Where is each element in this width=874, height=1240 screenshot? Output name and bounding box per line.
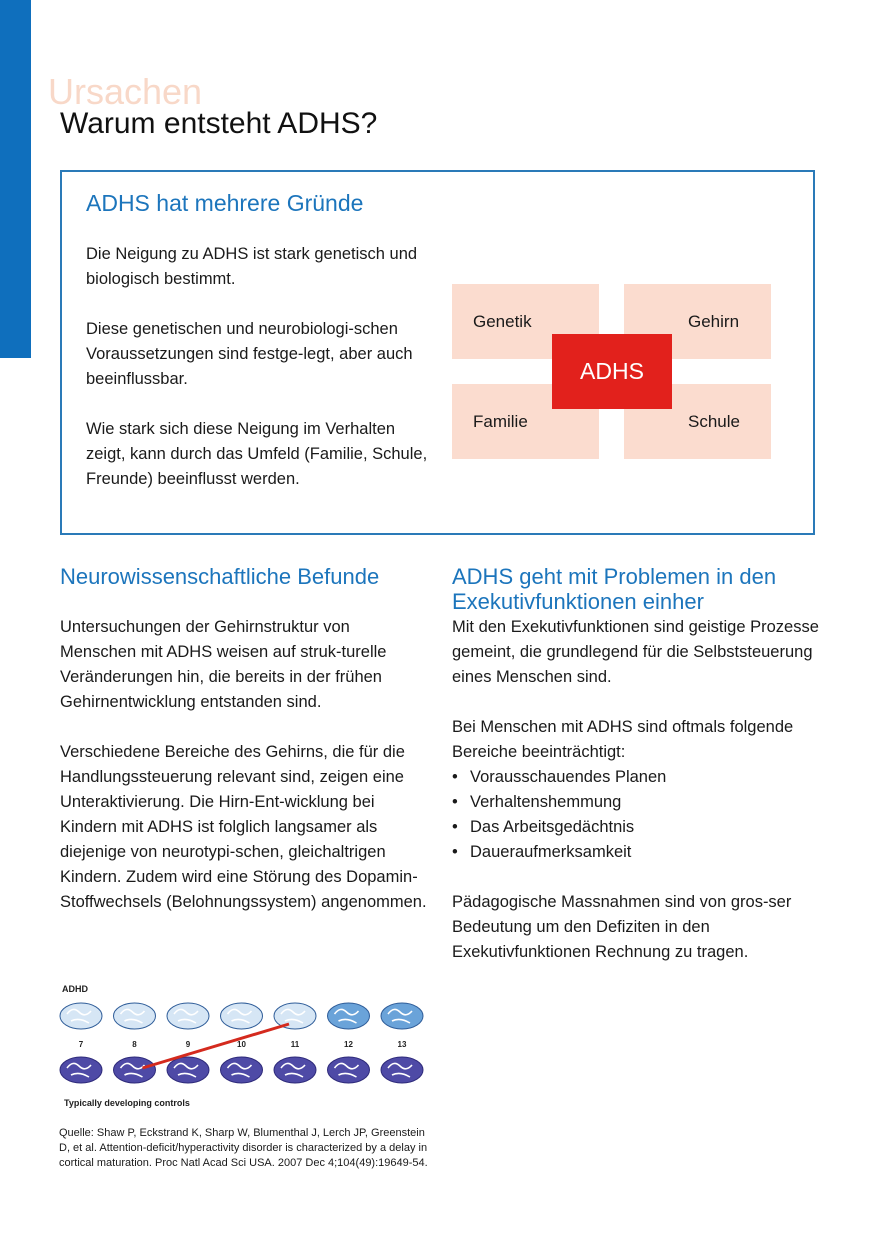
- brain-control: [381, 1057, 423, 1083]
- cause-label: Gehirn: [688, 312, 740, 331]
- brain-control: [60, 1057, 102, 1083]
- age-label: 7: [78, 1040, 84, 1049]
- age-label: 11: [290, 1040, 300, 1049]
- impairment-list: [452, 765, 824, 865]
- brain-adhd: [381, 1003, 423, 1029]
- executive-text: [452, 615, 824, 990]
- neuro-text: [60, 615, 430, 915]
- page-title: Warum entsteht ADHS?: [60, 107, 378, 140]
- cause-label: Schule: [688, 412, 740, 431]
- adhs-center-box: ADHS: [552, 334, 672, 409]
- brain-images: [58, 994, 428, 1104]
- neuro-paragraph: Verschiedene Bereiche des Gehirns, die für die Handlungssteuerung relevant sind, zeigen eine Unteraktivierung. Die Hirn-Ent-wicklung bei Kindern mit ADHS ist folglich langsamer als diejenige von neurotypi-schen, gleichaltrigen Kindern. Zudem wird eine Störung des Dopamin-Stoffwechsels (Belohnungssystem) angenommen.: [60, 743, 427, 911]
- age-label: 13: [397, 1040, 407, 1049]
- cause-label: Familie: [473, 412, 528, 431]
- brain-maturation-figure: [58, 982, 428, 1112]
- brain-adhd: [60, 1003, 102, 1029]
- neuro-paragraph: Untersuchungen der Gehirnstruktur von Menschen mit ADHS weisen auf struk-turelle Veränderungen hin, die bereits in der frühen Gehirnentwicklung entstanden sind.: [60, 618, 387, 711]
- side-accent-bar: [0, 0, 31, 358]
- brain-control: [221, 1057, 263, 1083]
- brain-adhd: [221, 1003, 263, 1029]
- intro-paragraph: Diese genetischen und neurobiologi-schen Voraussetzungen sind festge-legt, aber auch beeinflussbar.: [86, 320, 413, 388]
- intro-heading: ADHS hat mehrere Gründe: [86, 190, 364, 216]
- intro-paragraph: Wie stark sich diese Neigung im Verhalten zeigt, kann durch das Umfeld (Familie, Schule, Freunde) beeinflusst werden.: [86, 420, 428, 488]
- section-kicker: Ursachen: [48, 71, 203, 112]
- executive-paragraph: Pädagogische Massnahmen sind von gros-ser Bedeutung um den Defiziten in den Exekutivfunktionen Rechnung zu tragen.: [452, 893, 792, 961]
- brain-adhd: [328, 1003, 370, 1029]
- age-label: 10: [237, 1040, 246, 1049]
- cause-label: Genetik: [473, 312, 532, 331]
- impairment-list-item: • Vorausschauendes Planen: [452, 765, 824, 790]
- impairment-list-item: • Verhaltenshemmung: [452, 790, 824, 815]
- age-label: 8: [132, 1040, 137, 1049]
- brain-adhd: [114, 1003, 156, 1029]
- brain-control: [114, 1057, 156, 1083]
- executive-paragraph: Bei Menschen mit ADHS sind oftmals folgende Bereiche beeinträchtigt:: [452, 718, 794, 761]
- figure-label-controls: Typically developing controls: [64, 1098, 190, 1108]
- brain-control: [274, 1057, 316, 1083]
- executive-paragraph: Mit den Exekutivfunktionen sind geistige Prozesse gemeint, die grundlegend für die Selbststeuerung eines Menschen sind.: [452, 618, 819, 686]
- neuro-heading: Neurowissenschaftliche Befunde: [60, 564, 380, 589]
- source-citation: Quelle: Shaw P, Eckstrand K, Sharp W, Blumenthal J, Lerch JP, Greenstein D, et al. Attention-deficit/hyperactivity disorder is characterized by a delay in cortical maturation. Proc Natl Acad Sci USA. 2007 Dec 4;104(49):19649-54.: [59, 1127, 428, 1169]
- impairment-list-item: • Das Arbeitsgedächtnis: [452, 815, 824, 840]
- age-label: 9: [185, 1040, 191, 1049]
- age-label: 12: [344, 1040, 353, 1049]
- brain-control: [328, 1057, 370, 1083]
- intro-paragraph: Die Neigung zu ADHS ist stark genetisch und biologisch bestimmt.: [86, 245, 418, 288]
- comparison-line: [143, 1024, 290, 1068]
- executive-heading: ADHS geht mit Problemen in den Exekutivfunktionen einher: [452, 564, 777, 614]
- brain-control: [167, 1057, 209, 1083]
- impairment-list-item: • Daueraufmerksamkeit: [452, 840, 824, 865]
- figure-label-adhd: ADHD: [62, 984, 88, 994]
- intro-text: [86, 242, 431, 492]
- brain-adhd: [167, 1003, 209, 1029]
- intro-box: [60, 170, 815, 535]
